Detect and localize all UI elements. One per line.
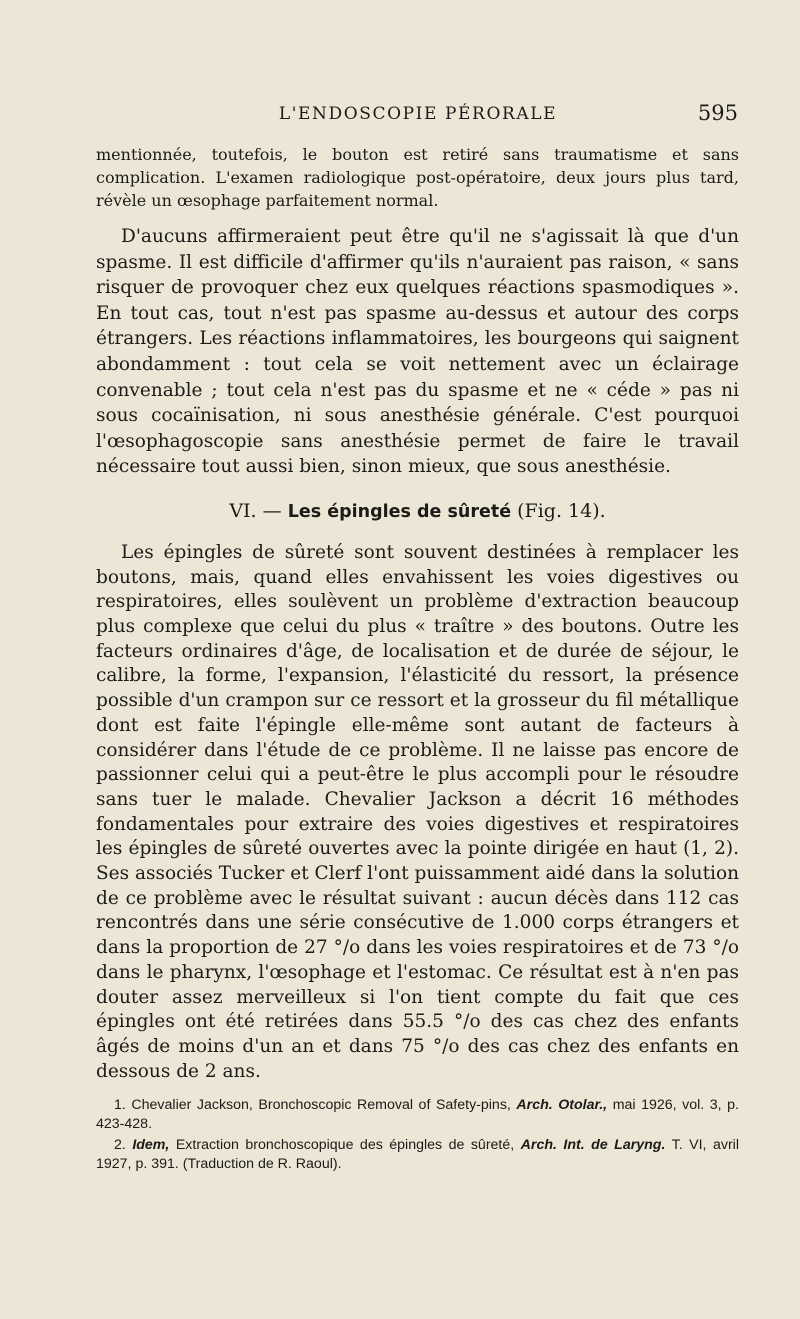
page-header <box>96 100 740 130</box>
footnote-marker: 1. <box>114 1097 126 1114</box>
footnote-text-after: mai 1926, vol. 3, p. 423-428. <box>96 1097 739 1133</box>
footnote-text-after: T. VI, avril 1927, p. 391. (Traduction de R. Raoul). <box>96 1137 739 1173</box>
footnote-journal: Arch. Otolar., <box>516 1097 608 1114</box>
body-text <box>96 143 739 1174</box>
section-number: VI. — <box>229 499 282 522</box>
footnote-text: Chevalier Jackson, Bronchoscopic Removal of Safety-pins, <box>131 1097 511 1114</box>
section-heading <box>96 498 739 525</box>
footnote-1 <box>96 1096 739 1134</box>
paragraph-epingles: Les épingles de sûreté sont souvent destinées à remplacer les boutons, mais, quand elles envahissent les voies digestives ou respiratoires, elles soulèvent un problème d'extraction beaucoup plus complexe que celui du plus « traître » des boutons. Outre les facteurs ordinaires d'âge, de localisation et de durée de séjour, le calibre, la forme, l'expansion, l'élasticité du ressort, la présence possible d'un crampon sur ce ressort et la grosseur du fil métallique dont est faite l'épingle elle-même sont autant de facteurs à considérer dans l'étude de ce problème. Il ne laisse pas encore de passionner celui qui a peut-être le plus accompli pour le résoudre sans tuer le malade. Chevalier Jackson a décrit 16 méthodes fondamentales pour extraire des voies digestives et respiratoires les épingles de sûreté ouvertes avec la pointe dirigée en haut (1, 2). Ses associés Tucker et Clerf l'ont puissamment aidé dans la solution de ce problème avec le résultat suivant : aucun décès dans 112 cas rencontrés dans une série consécutive de 1.000 corps étrangers et dans la proportion de 27 °/o dans les voies respiratoires et de 73 °/o dans le pharynx, l'œsophage et l'estomac. Ce résultat est à n'en pas douter assez merveilleux si l'on tient compte du fait que ces épingles ont été retirées dans 55.5 °/o des cas chez des enfants âgés de moins d'un an et dans 75 °/o des cas chez des enfants en dessous de 2 ans. <box>96 541 739 1082</box>
footnotes <box>96 1096 739 1174</box>
footnote-text: Extraction bronchoscopique des épingles de sûreté, <box>175 1137 515 1154</box>
page-number: 595 <box>697 101 738 125</box>
footnote-marker: 2. <box>114 1137 126 1154</box>
section-figure-ref: (Fig. 14). <box>517 499 606 522</box>
footnote-2 <box>96 1136 739 1174</box>
running-title: L'ENDOSCOPIE PÉRORALE <box>278 104 558 124</box>
footnote-journal: Arch. Int. de Laryng. <box>520 1137 666 1154</box>
section-title: Les épingles de sûreté <box>287 501 512 522</box>
footnote-idem: Idem, <box>132 1137 170 1154</box>
paragraph-spasme: D'aucuns affirmeraient peut être qu'il ne s'agissait là que d'un spasme. Il est difficile d'affirmer qu'ils n'auraient pas raison, « sans risquer de provoquer chez eux quelques réactions spasmodiques ». En tout cas, tout n'est pas spasme au-dessus et autour des corps étrangers. Les réactions inflammatoires, les bourgeons qui saignent abondamment : tout cela se voit nettement avec un éclairage convenable ; tout cela n'est pas du spasme et ne « céde » pas ni sous cocaïnisation, ni sous anesthésie générale. C'est pourquoi l'œsophagoscopie sans anesthésie permet de faire le travail nécessaire tout aussi bien, sinon mieux, que sous anesthésie. <box>96 226 739 478</box>
paragraph-continuation: mentionnée, toutefois, le bouton est retiré sans traumatisme et sans complication. L'examen radiologique post-opératoire, deux jours plus tard, révèle un œsophage parfaitement normal. <box>96 145 739 210</box>
